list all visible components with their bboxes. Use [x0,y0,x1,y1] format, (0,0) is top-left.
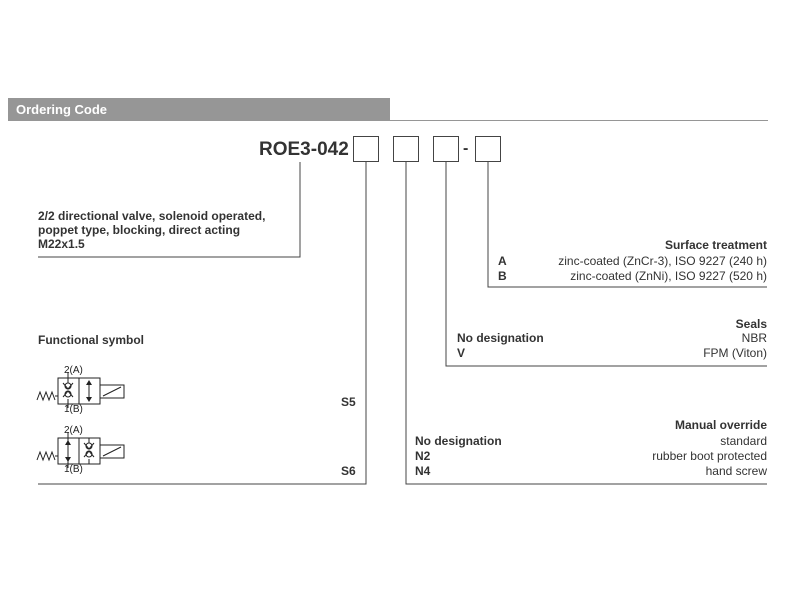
description-line-1: 2/2 directional valve, solenoid operated, [38,209,266,223]
description-line-3: M22x1.5 [38,237,85,251]
surface-option-text: zinc-coated (ZnCr-3), ISO 9227 (240 h) [558,254,767,268]
symbol-code-s5: S5 [341,395,356,409]
ordering-code-prefix: ROE3-042 [259,139,349,160]
override-option-code: N2 [415,449,431,463]
surface-option-code: A [498,254,507,268]
override-option-code: No designation [415,434,502,448]
seals-option-code: No designation [457,331,544,345]
seals-option-code: V [457,346,466,360]
surface-option-text: zinc-coated (ZnNi), ISO 9227 (520 h) [570,269,767,283]
surface-title: Surface treatment [664,238,767,252]
override-option-code: N4 [415,464,431,478]
surface-option-code: B [498,269,507,283]
override-option-text: standard [720,434,767,448]
port-label-top: 2(A) [64,425,83,436]
seals-option-text: NBR [741,331,767,345]
section-title: Ordering Code [16,102,108,117]
override-option-text: rubber boot protected [652,449,767,463]
valve-symbol-s6-icon [36,432,132,468]
seals-option-text: FPM (Viton) [703,346,767,360]
description-line-2: poppet type, blocking, direct acting [38,223,241,237]
port-label-top: 2(A) [64,365,83,376]
valve-symbol-s5-icon [36,372,132,408]
override-title: Manual override [674,418,767,432]
symbol-code-s6: S6 [341,464,356,478]
port-label-bottom: 1(B) [64,464,83,475]
port-label-bottom: 1(B) [64,404,83,415]
override-option-text: hand screw [705,464,767,478]
functional-symbol-title: Functional symbol [38,333,145,347]
seals-title: Seals [735,317,767,331]
code-separator: - [463,140,469,157]
